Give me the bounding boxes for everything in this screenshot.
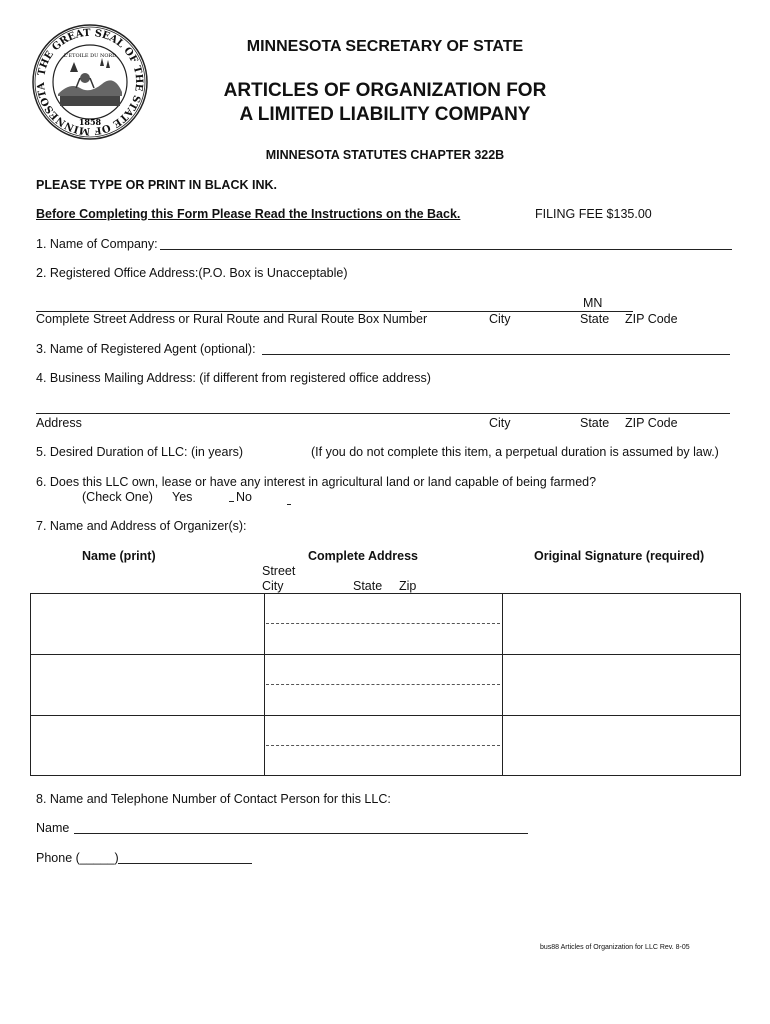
mailing-address-label: Address [36, 416, 82, 430]
col-name-header: Name (print) [82, 549, 156, 563]
duration-label: 5. Desired Duration of LLC: (in years) [36, 445, 244, 459]
yes-label: Yes [172, 490, 193, 504]
row1-address-divider [266, 623, 500, 624]
table-row-separator-1 [30, 654, 741, 655]
yes-checkbox[interactable] [229, 501, 234, 502]
office-street-label: Complete Street Address or Rural Route and Rural Route Box Number [36, 312, 428, 326]
contact-phone-label: Phone (_____) [36, 851, 119, 865]
check-one-label: (Check One) [82, 490, 153, 504]
duration-note: (If you do not complete this item, a perpetual duration is assumed by law.) [311, 445, 719, 459]
office-state-label: State [580, 312, 610, 326]
table-divider-2 [502, 593, 503, 776]
company-name-field[interactable] [160, 249, 732, 250]
form-title-line2: A LIMITED LIABILITY COMPANY [239, 104, 531, 125]
row3-address-divider [266, 745, 500, 746]
row2-address-divider [266, 684, 500, 685]
mailing-zip-label: ZIP Code [625, 416, 678, 430]
seal-motto: L'ETOILE DU NORD [63, 53, 117, 59]
form-id-footer: bus88 Articles of Organization for LLC Rev. 8-05 [540, 944, 690, 951]
contact-heading: 8. Name and Telephone Number of Contact Person for this LLC: [36, 792, 391, 806]
seal-ring-text: THE GREAT SEAL OF THE STATE OF MINNESOTA [35, 27, 145, 137]
sub-street-label: Street [262, 564, 296, 578]
office-heading: MINNESOTA SECRETARY OF STATE [246, 38, 524, 55]
mailing-state-label: State [580, 416, 610, 430]
sub-city-label: City [262, 579, 284, 593]
agent-field[interactable] [262, 354, 730, 355]
agent-label: 3. Name of Registered Agent (optional): [36, 342, 256, 356]
mailing-address-field[interactable] [36, 413, 564, 414]
office-state-prefill: MN [583, 296, 603, 310]
contact-name-field[interactable] [74, 833, 528, 834]
no-checkbox[interactable] [287, 504, 291, 505]
mailing-state-zip-field[interactable] [562, 413, 730, 414]
ink-instruction: PLEASE TYPE OR PRINT IN BLACK INK. [36, 178, 277, 192]
col-signature-header: Original Signature (required) [534, 549, 705, 563]
no-label: No [236, 490, 252, 504]
office-address-label: 2. Registered Office Address:(P.O. Box is Unacceptable) [36, 266, 348, 280]
sub-zip-label: Zip [399, 579, 417, 593]
col-address-header: Complete Address [308, 549, 418, 563]
table-row-separator-2 [30, 715, 741, 716]
mailing-city-label: City [489, 416, 511, 430]
form-title-line1: ARTICLES OF ORGANIZATION FOR [223, 80, 547, 101]
statute-heading: MINNESOTA STATUTES CHAPTER 322B [265, 148, 505, 162]
agri-question: 6. Does this LLC own, lease or have any interest in agricultural land or land capable of being farmed? [36, 475, 597, 489]
company-name-label: 1. Name of Company: [36, 237, 158, 251]
table-divider-1 [264, 593, 265, 776]
organizers-label: 7. Name and Address of Organizer(s): [36, 519, 247, 533]
read-back-instruction: Before Completing this Form Please Read the Instructions on the Back. [36, 207, 461, 221]
contact-name-label: Name [36, 821, 70, 835]
office-zip-label: ZIP Code [625, 312, 678, 326]
seal-year: 1858 [78, 117, 102, 127]
office-city-label: City [489, 312, 511, 326]
contact-phone-field[interactable] [118, 863, 252, 864]
filing-fee: FILING FEE $135.00 [535, 207, 652, 221]
mailing-label: 4. Business Mailing Address: (if different from registered office address) [36, 371, 431, 385]
sub-state-label: State [353, 579, 383, 593]
